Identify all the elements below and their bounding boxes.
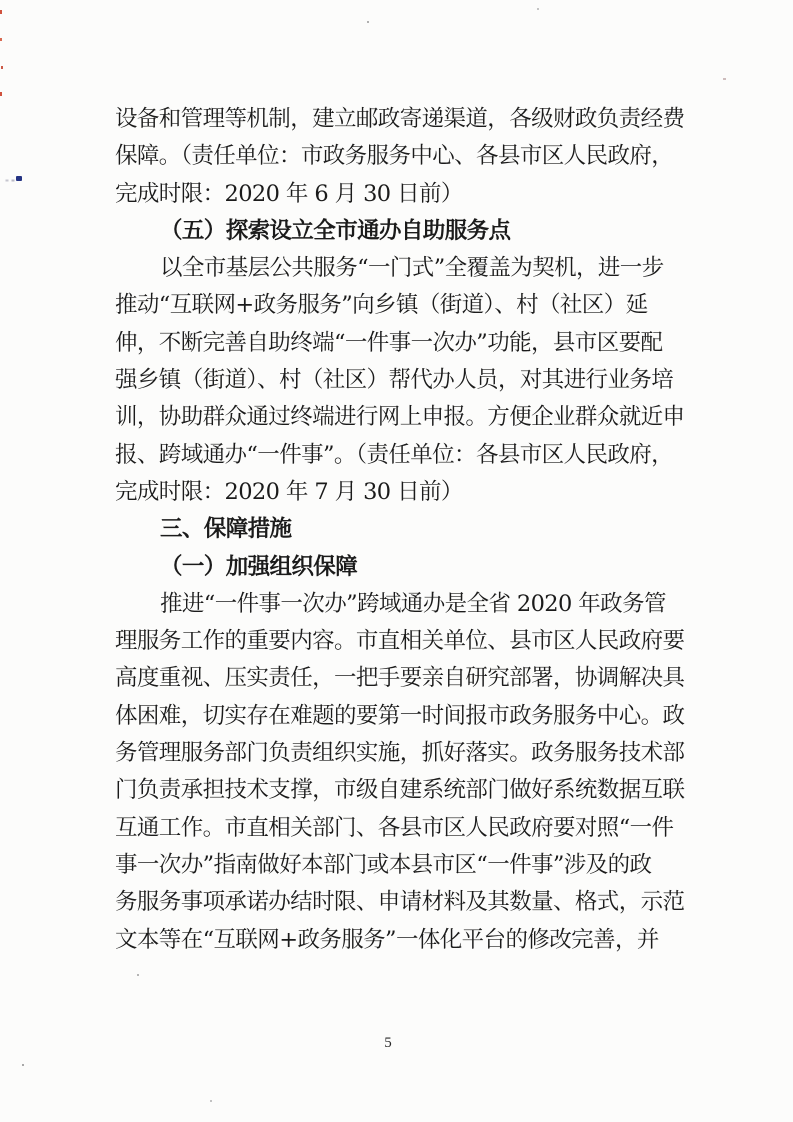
text-line: 体困难，切实存在难题的要第一时间报市政务服务中心。政 [115, 702, 685, 729]
text-line: 伸，不断完善自助终端“一件事一次办”功能，县市区要配 [115, 329, 663, 356]
scan-edge-artifact [1, 66, 3, 69]
text-line: 理服务工作的重要内容。市直相关单位、县市区人民政府要 [115, 628, 685, 655]
text-line: 互通工作。市直相关部门、各县市区人民政府要对照“一件 [115, 814, 674, 841]
text-line: 完成时限：2020 年 6 月 30 日前） [115, 180, 463, 207]
section-heading-five: （五）探索设立全市通办自助服务点 [160, 217, 511, 244]
text-line: 报、跨域通办“一件事”。（责任单位：各县市区人民政府， [115, 441, 674, 468]
text-line: 推进“一件事一次办”跨域通办是全省 2020 年政务管 [160, 590, 666, 617]
text-line: 设备和管理等机制，建立邮政寄递渠道，各级财政负责经费 [115, 106, 685, 132]
dust-speck-artifact [22, 1064, 24, 1066]
ink-speck-artifact [16, 176, 22, 181]
dust-speck-artifact [537, 8, 539, 10]
text-line: 以全市基层公共服务“一门式”全覆盖为契机，进一步 [160, 255, 664, 282]
text-line: 训，协助群众通过终端进行网上申报。方便企业群众就近申 [115, 404, 685, 431]
dust-speck-artifact [137, 974, 139, 976]
scan-edge-artifact [0, 38, 2, 41]
page-number: 5 [384, 1035, 392, 1051]
document-text-block [115, 101, 687, 959]
text-line: 完成时限：2020 年 7 月 30 日前） [115, 478, 463, 505]
subsection-heading-one: （一）加强组织保障 [160, 553, 358, 580]
text-line: 务管理服务部门负责组织实施，抓好落实。政务服务技术部 [115, 740, 685, 767]
text-line: 门负责承担技术支撑，市级自建系统部门做好系统数据互联 [115, 777, 685, 804]
text-line: 高度重视、压实责任，一把手要亲自研究部署，协调解决具 [115, 665, 685, 692]
text-line: 保障。（责任单位：市政务服务中心、各县市区人民政府， [115, 143, 674, 170]
section-heading-three: 三、保障措施 [160, 516, 292, 543]
scan-edge-artifact [0, 10, 2, 14]
dust-speck-artifact [723, 78, 726, 80]
text-line: 务服务事项承诺办结时限、申请材料及其数量、格式，示范 [115, 889, 685, 916]
text-line: 强乡镇（街道）、村（社区）帮代办人员，对其进行业务培 [115, 367, 674, 394]
scan-edge-artifact [0, 92, 2, 96]
text-line: 文本等在“互联网+政务服务”一体化平台的修改完善，并 [115, 926, 659, 953]
text-line: 推动“互联网+政务服务”向乡镇（街道）、村（社区）延 [115, 292, 648, 319]
text-line: 事一次办”指南做好本部门或本县市区“一件事”涉及的政 [115, 851, 652, 878]
dust-speck-artifact [210, 1100, 212, 1102]
dust-speck-artifact [367, 21, 369, 23]
